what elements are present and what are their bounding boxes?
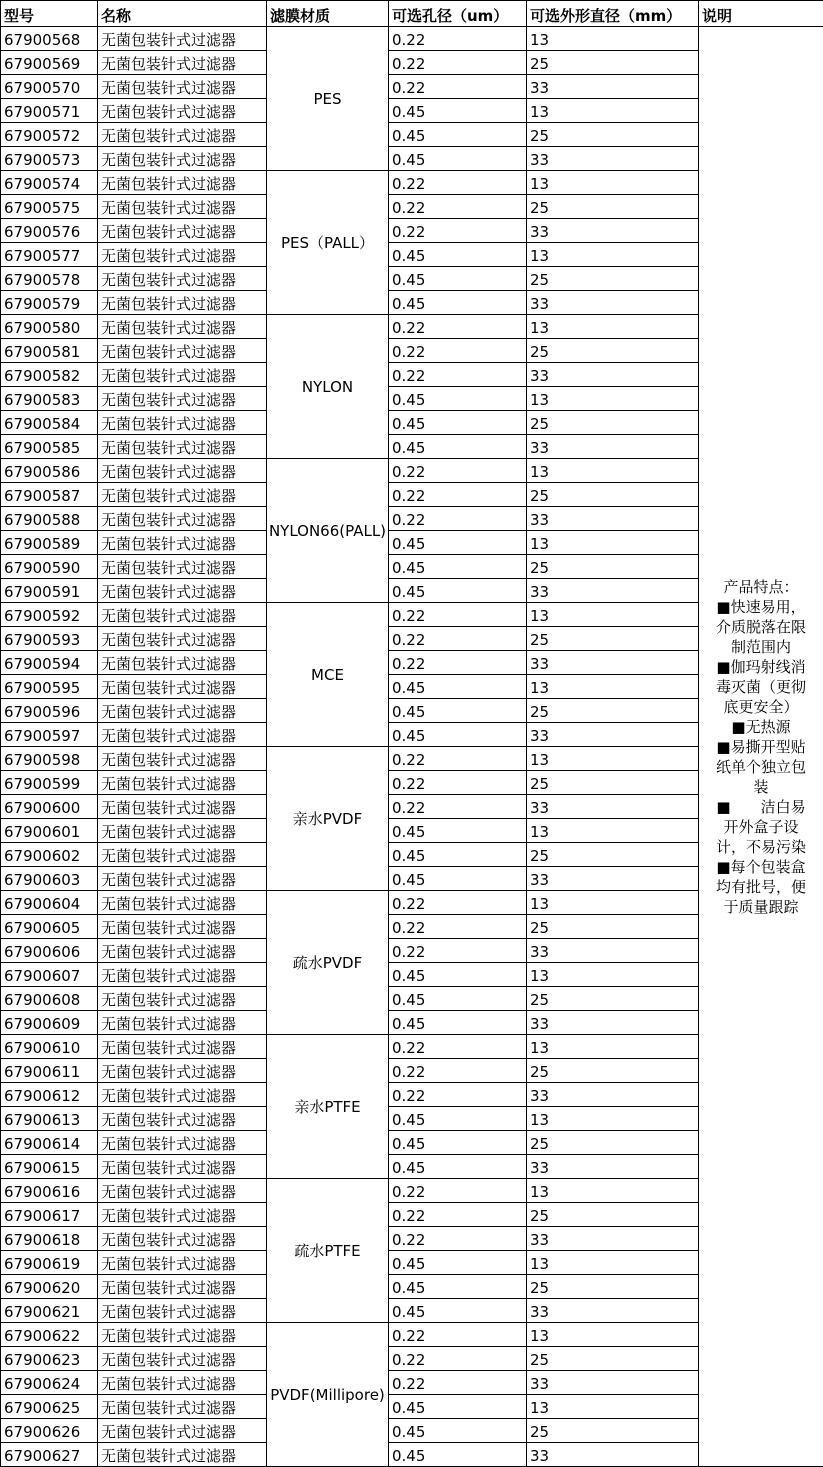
pore-cell: 0.45 [389, 579, 527, 603]
name-cell: 无菌包装针式过滤器 [98, 1395, 267, 1419]
pore-cell: 0.22 [389, 627, 527, 651]
name-cell: 无菌包装针式过滤器 [98, 723, 267, 747]
model-cell: 67900615 [1, 1155, 98, 1179]
pore-cell: 0.45 [389, 1419, 527, 1443]
pore-cell: 0.45 [389, 675, 527, 699]
pore-cell: 0.22 [389, 747, 527, 771]
diameter-cell: 33 [527, 1011, 699, 1035]
pore-cell: 0.22 [389, 315, 527, 339]
name-cell: 无菌包装针式过滤器 [98, 435, 267, 459]
model-cell: 67900595 [1, 675, 98, 699]
model-cell: 67900598 [1, 747, 98, 771]
name-cell: 无菌包装针式过滤器 [98, 1035, 267, 1059]
pore-cell: 0.45 [389, 843, 527, 867]
model-cell: 67900624 [1, 1371, 98, 1395]
name-cell: 无菌包装针式过滤器 [98, 507, 267, 531]
pore-cell: 0.45 [389, 1443, 527, 1467]
name-cell: 无菌包装针式过滤器 [98, 243, 267, 267]
diameter-cell: 33 [527, 1227, 699, 1251]
diameter-cell: 13 [527, 531, 699, 555]
diameter-cell: 13 [527, 387, 699, 411]
header-material: 滤膜材质 [267, 1, 389, 27]
name-cell: 无菌包装针式过滤器 [98, 1443, 267, 1467]
note-line: 底更安全） [705, 697, 817, 717]
pore-cell: 0.22 [389, 939, 527, 963]
model-cell: 67900625 [1, 1395, 98, 1419]
name-cell: 无菌包装针式过滤器 [98, 651, 267, 675]
diameter-cell: 25 [527, 483, 699, 507]
pore-cell: 0.45 [389, 1299, 527, 1323]
pore-cell: 0.22 [389, 339, 527, 363]
diameter-cell: 33 [527, 579, 699, 603]
diameter-cell: 25 [527, 915, 699, 939]
model-cell: 67900586 [1, 459, 98, 483]
diameter-cell: 13 [527, 315, 699, 339]
name-cell: 无菌包装针式过滤器 [98, 531, 267, 555]
pore-cell: 0.45 [389, 387, 527, 411]
pore-cell: 0.45 [389, 555, 527, 579]
pore-cell: 0.22 [389, 171, 527, 195]
pore-cell: 0.22 [389, 459, 527, 483]
material-cell: 疏水PTFE [267, 1179, 389, 1323]
name-cell: 无菌包装针式过滤器 [98, 603, 267, 627]
diameter-cell: 25 [527, 195, 699, 219]
diameter-cell: 25 [527, 843, 699, 867]
model-cell: 67900588 [1, 507, 98, 531]
diameter-cell: 25 [527, 1131, 699, 1155]
pore-cell: 0.45 [389, 291, 527, 315]
model-cell: 67900609 [1, 1011, 98, 1035]
diameter-cell: 25 [527, 411, 699, 435]
name-cell: 无菌包装针式过滤器 [98, 1227, 267, 1251]
name-cell: 无菌包装针式过滤器 [98, 915, 267, 939]
pore-cell: 0.45 [389, 1107, 527, 1131]
diameter-cell: 13 [527, 1107, 699, 1131]
note-line: 于质量跟踪 [705, 897, 817, 917]
diameter-cell: 33 [527, 1443, 699, 1467]
diameter-cell: 13 [527, 1323, 699, 1347]
model-cell: 67900606 [1, 939, 98, 963]
pore-cell: 0.22 [389, 1371, 527, 1395]
header-pore: 可选孔径（um） [389, 1, 527, 27]
pore-cell: 0.22 [389, 1227, 527, 1251]
name-cell: 无菌包装针式过滤器 [98, 1323, 267, 1347]
model-cell: 67900578 [1, 267, 98, 291]
name-cell: 无菌包装针式过滤器 [98, 1419, 267, 1443]
model-cell: 67900612 [1, 1083, 98, 1107]
model-cell: 67900603 [1, 867, 98, 891]
note-line: ■ 洁白易 [705, 797, 817, 817]
diameter-cell: 33 [527, 651, 699, 675]
name-cell: 无菌包装针式过滤器 [98, 171, 267, 195]
note-line: 计，不易污染 [705, 837, 817, 857]
diameter-cell: 25 [527, 1203, 699, 1227]
model-cell: 67900622 [1, 1323, 98, 1347]
name-cell: 无菌包装针式过滤器 [98, 987, 267, 1011]
diameter-cell: 25 [527, 987, 699, 1011]
name-cell: 无菌包装针式过滤器 [98, 891, 267, 915]
model-cell: 67900599 [1, 771, 98, 795]
diameter-cell: 33 [527, 1155, 699, 1179]
pore-cell: 0.22 [389, 1347, 527, 1371]
model-cell: 67900620 [1, 1275, 98, 1299]
model-cell: 67900568 [1, 27, 98, 51]
name-cell: 无菌包装针式过滤器 [98, 939, 267, 963]
diameter-cell: 13 [527, 1179, 699, 1203]
model-cell: 67900579 [1, 291, 98, 315]
model-cell: 67900580 [1, 315, 98, 339]
name-cell: 无菌包装针式过滤器 [98, 963, 267, 987]
diameter-cell: 25 [527, 699, 699, 723]
note-line: 介质脱落在限 [705, 617, 817, 637]
name-cell: 无菌包装针式过滤器 [98, 747, 267, 771]
pore-cell: 0.22 [389, 771, 527, 795]
material-cell: MCE [267, 603, 389, 747]
model-cell: 67900627 [1, 1443, 98, 1467]
model-cell: 67900614 [1, 1131, 98, 1155]
diameter-cell: 25 [527, 555, 699, 579]
name-cell: 无菌包装针式过滤器 [98, 819, 267, 843]
pore-cell: 0.22 [389, 1083, 527, 1107]
diameter-cell: 33 [527, 1083, 699, 1107]
pore-cell: 0.22 [389, 603, 527, 627]
name-cell: 无菌包装针式过滤器 [98, 1203, 267, 1227]
diameter-cell: 13 [527, 891, 699, 915]
material-cell: PVDF(Millipore) [267, 1323, 389, 1467]
pore-cell: 0.45 [389, 987, 527, 1011]
name-cell: 无菌包装针式过滤器 [98, 195, 267, 219]
pore-cell: 0.45 [389, 99, 527, 123]
diameter-cell: 13 [527, 1251, 699, 1275]
name-cell: 无菌包装针式过滤器 [98, 579, 267, 603]
name-cell: 无菌包装针式过滤器 [98, 267, 267, 291]
model-cell: 67900583 [1, 387, 98, 411]
name-cell: 无菌包装针式过滤器 [98, 771, 267, 795]
model-cell: 67900611 [1, 1059, 98, 1083]
diameter-cell: 13 [527, 963, 699, 987]
model-cell: 67900577 [1, 243, 98, 267]
note-line: 装 [705, 777, 817, 797]
pore-cell: 0.45 [389, 963, 527, 987]
diameter-cell: 33 [527, 147, 699, 171]
name-cell: 无菌包装针式过滤器 [98, 699, 267, 723]
name-cell: 无菌包装针式过滤器 [98, 1107, 267, 1131]
model-cell: 67900602 [1, 843, 98, 867]
pore-cell: 0.45 [389, 267, 527, 291]
name-cell: 无菌包装针式过滤器 [98, 459, 267, 483]
pore-cell: 0.22 [389, 507, 527, 531]
model-cell: 67900571 [1, 99, 98, 123]
model-cell: 67900592 [1, 603, 98, 627]
name-cell: 无菌包装针式过滤器 [98, 555, 267, 579]
model-cell: 67900618 [1, 1227, 98, 1251]
model-cell: 67900576 [1, 219, 98, 243]
model-cell: 67900605 [1, 915, 98, 939]
diameter-cell: 13 [527, 243, 699, 267]
pore-cell: 0.22 [389, 795, 527, 819]
diameter-cell: 13 [527, 1395, 699, 1419]
diameter-cell: 25 [527, 1347, 699, 1371]
note-line: 均有批号，便 [705, 877, 817, 897]
name-cell: 无菌包装针式过滤器 [98, 1155, 267, 1179]
model-cell: 67900604 [1, 891, 98, 915]
model-cell: 67900593 [1, 627, 98, 651]
note-line: ■快速易用， [705, 597, 817, 617]
diameter-cell: 13 [527, 675, 699, 699]
model-cell: 67900600 [1, 795, 98, 819]
diameter-cell: 33 [527, 219, 699, 243]
model-cell: 67900597 [1, 723, 98, 747]
model-cell: 67900581 [1, 339, 98, 363]
diameter-cell: 33 [527, 75, 699, 99]
note-line: ■无热源 [705, 717, 817, 737]
model-cell: 67900574 [1, 171, 98, 195]
name-cell: 无菌包装针式过滤器 [98, 1083, 267, 1107]
name-cell: 无菌包装针式过滤器 [98, 1299, 267, 1323]
model-cell: 67900572 [1, 123, 98, 147]
model-cell: 67900589 [1, 531, 98, 555]
model-cell: 67900621 [1, 1299, 98, 1323]
pore-cell: 0.45 [389, 435, 527, 459]
pore-cell: 0.22 [389, 483, 527, 507]
note-line: ■易撕开型贴 [705, 737, 817, 757]
note-cell [699, 27, 823, 1467]
material-cell: NYLON [267, 315, 389, 459]
note-line: 毒灭菌（更彻 [705, 677, 817, 697]
diameter-cell: 25 [527, 771, 699, 795]
diameter-cell: 13 [527, 171, 699, 195]
name-cell: 无菌包装针式过滤器 [98, 483, 267, 507]
header-model: 型号 [1, 1, 98, 27]
model-cell: 67900573 [1, 147, 98, 171]
pore-cell: 0.45 [389, 531, 527, 555]
pore-cell: 0.22 [389, 1323, 527, 1347]
model-cell: 67900596 [1, 699, 98, 723]
pore-cell: 0.22 [389, 219, 527, 243]
model-cell: 67900619 [1, 1251, 98, 1275]
pore-cell: 0.22 [389, 75, 527, 99]
material-cell: PES（PALL） [267, 171, 389, 315]
material-cell: NYLON66(PALL) [267, 459, 389, 603]
note-line: 制范围内 [705, 637, 817, 657]
model-cell: 67900601 [1, 819, 98, 843]
name-cell: 无菌包装针式过滤器 [98, 387, 267, 411]
name-cell: 无菌包装针式过滤器 [98, 363, 267, 387]
diameter-cell: 13 [527, 603, 699, 627]
pore-cell: 0.45 [389, 723, 527, 747]
diameter-cell: 13 [527, 99, 699, 123]
model-cell: 67900610 [1, 1035, 98, 1059]
pore-cell: 0.45 [389, 1155, 527, 1179]
name-cell: 无菌包装针式过滤器 [98, 219, 267, 243]
name-cell: 无菌包装针式过滤器 [98, 123, 267, 147]
diameter-cell: 33 [527, 1371, 699, 1395]
diameter-cell: 25 [527, 267, 699, 291]
model-cell: 67900613 [1, 1107, 98, 1131]
pore-cell: 0.22 [389, 1059, 527, 1083]
pore-cell: 0.45 [389, 123, 527, 147]
pore-cell: 0.45 [389, 411, 527, 435]
name-cell: 无菌包装针式过滤器 [98, 1011, 267, 1035]
pore-cell: 0.22 [389, 195, 527, 219]
model-cell: 67900584 [1, 411, 98, 435]
model-cell: 67900590 [1, 555, 98, 579]
note-line: 开外盒子设 [705, 817, 817, 837]
name-cell: 无菌包装针式过滤器 [98, 795, 267, 819]
name-cell: 无菌包装针式过滤器 [98, 339, 267, 363]
name-cell: 无菌包装针式过滤器 [98, 867, 267, 891]
diameter-cell: 25 [527, 339, 699, 363]
pore-cell: 0.45 [389, 819, 527, 843]
material-cell: PES [267, 27, 389, 171]
diameter-cell: 13 [527, 747, 699, 771]
material-cell: 亲水PTFE [267, 1035, 389, 1179]
model-cell: 67900585 [1, 435, 98, 459]
model-cell: 67900582 [1, 363, 98, 387]
diameter-cell: 33 [527, 795, 699, 819]
name-cell: 无菌包装针式过滤器 [98, 99, 267, 123]
pore-cell: 0.22 [389, 51, 527, 75]
pore-cell: 0.22 [389, 27, 527, 51]
pore-cell: 0.45 [389, 1131, 527, 1155]
note-line: ■每个包装盒 [705, 857, 817, 877]
diameter-cell: 13 [527, 819, 699, 843]
pore-cell: 0.22 [389, 651, 527, 675]
pore-cell: 0.22 [389, 891, 527, 915]
name-cell: 无菌包装针式过滤器 [98, 291, 267, 315]
name-cell: 无菌包装针式过滤器 [98, 51, 267, 75]
diameter-cell: 33 [527, 435, 699, 459]
material-cell: 疏水PVDF [267, 891, 389, 1035]
pore-cell: 0.45 [389, 867, 527, 891]
name-cell: 无菌包装针式过滤器 [98, 1059, 267, 1083]
pore-cell: 0.45 [389, 1395, 527, 1419]
diameter-cell: 33 [527, 939, 699, 963]
pore-cell: 0.45 [389, 243, 527, 267]
header-name: 名称 [98, 1, 267, 27]
model-cell: 67900608 [1, 987, 98, 1011]
pore-cell: 0.45 [389, 699, 527, 723]
model-cell: 67900575 [1, 195, 98, 219]
model-cell: 67900623 [1, 1347, 98, 1371]
name-cell: 无菌包装针式过滤器 [98, 843, 267, 867]
name-cell: 无菌包装针式过滤器 [98, 1371, 267, 1395]
header-diameter: 可选外形直径（mm） [527, 1, 699, 27]
pore-cell: 0.22 [389, 915, 527, 939]
name-cell: 无菌包装针式过滤器 [98, 675, 267, 699]
diameter-cell: 33 [527, 507, 699, 531]
pore-cell: 0.45 [389, 1275, 527, 1299]
note-line: 产品特点： [705, 577, 817, 597]
table-row [1, 27, 823, 51]
pore-cell: 0.22 [389, 363, 527, 387]
model-cell: 67900617 [1, 1203, 98, 1227]
name-cell: 无菌包装针式过滤器 [98, 1179, 267, 1203]
model-cell: 67900591 [1, 579, 98, 603]
diameter-cell: 33 [527, 723, 699, 747]
diameter-cell: 13 [527, 27, 699, 51]
diameter-cell: 33 [527, 363, 699, 387]
name-cell: 无菌包装针式过滤器 [98, 1251, 267, 1275]
pore-cell: 0.45 [389, 1011, 527, 1035]
pore-cell: 0.22 [389, 1179, 527, 1203]
diameter-cell: 25 [527, 1059, 699, 1083]
model-cell: 67900616 [1, 1179, 98, 1203]
note-line: ■伽玛射线消 [705, 657, 817, 677]
material-cell: 亲水PVDF [267, 747, 389, 891]
header-row [1, 1, 823, 27]
name-cell: 无菌包装针式过滤器 [98, 315, 267, 339]
diameter-cell: 33 [527, 867, 699, 891]
name-cell: 无菌包装针式过滤器 [98, 147, 267, 171]
name-cell: 无菌包装针式过滤器 [98, 411, 267, 435]
name-cell: 无菌包装针式过滤器 [98, 27, 267, 51]
diameter-cell: 25 [527, 1275, 699, 1299]
model-cell: 67900626 [1, 1419, 98, 1443]
diameter-cell: 13 [527, 1035, 699, 1059]
model-cell: 67900594 [1, 651, 98, 675]
model-cell: 67900587 [1, 483, 98, 507]
model-cell: 67900570 [1, 75, 98, 99]
diameter-cell: 33 [527, 291, 699, 315]
model-cell: 67900607 [1, 963, 98, 987]
diameter-cell: 25 [527, 51, 699, 75]
name-cell: 无菌包装针式过滤器 [98, 75, 267, 99]
diameter-cell: 25 [527, 627, 699, 651]
model-cell: 67900569 [1, 51, 98, 75]
name-cell: 无菌包装针式过滤器 [98, 627, 267, 651]
name-cell: 无菌包装针式过滤器 [98, 1347, 267, 1371]
pore-cell: 0.45 [389, 1251, 527, 1275]
note-line: 纸单个独立包 [705, 757, 817, 777]
name-cell: 无菌包装针式过滤器 [98, 1131, 267, 1155]
pore-cell: 0.22 [389, 1203, 527, 1227]
pore-cell: 0.22 [389, 1035, 527, 1059]
diameter-cell: 13 [527, 459, 699, 483]
diameter-cell: 25 [527, 1419, 699, 1443]
header-note: 说明 [699, 1, 823, 27]
diameter-cell: 33 [527, 1299, 699, 1323]
diameter-cell: 25 [527, 123, 699, 147]
name-cell: 无菌包装针式过滤器 [98, 1275, 267, 1299]
pore-cell: 0.45 [389, 147, 527, 171]
